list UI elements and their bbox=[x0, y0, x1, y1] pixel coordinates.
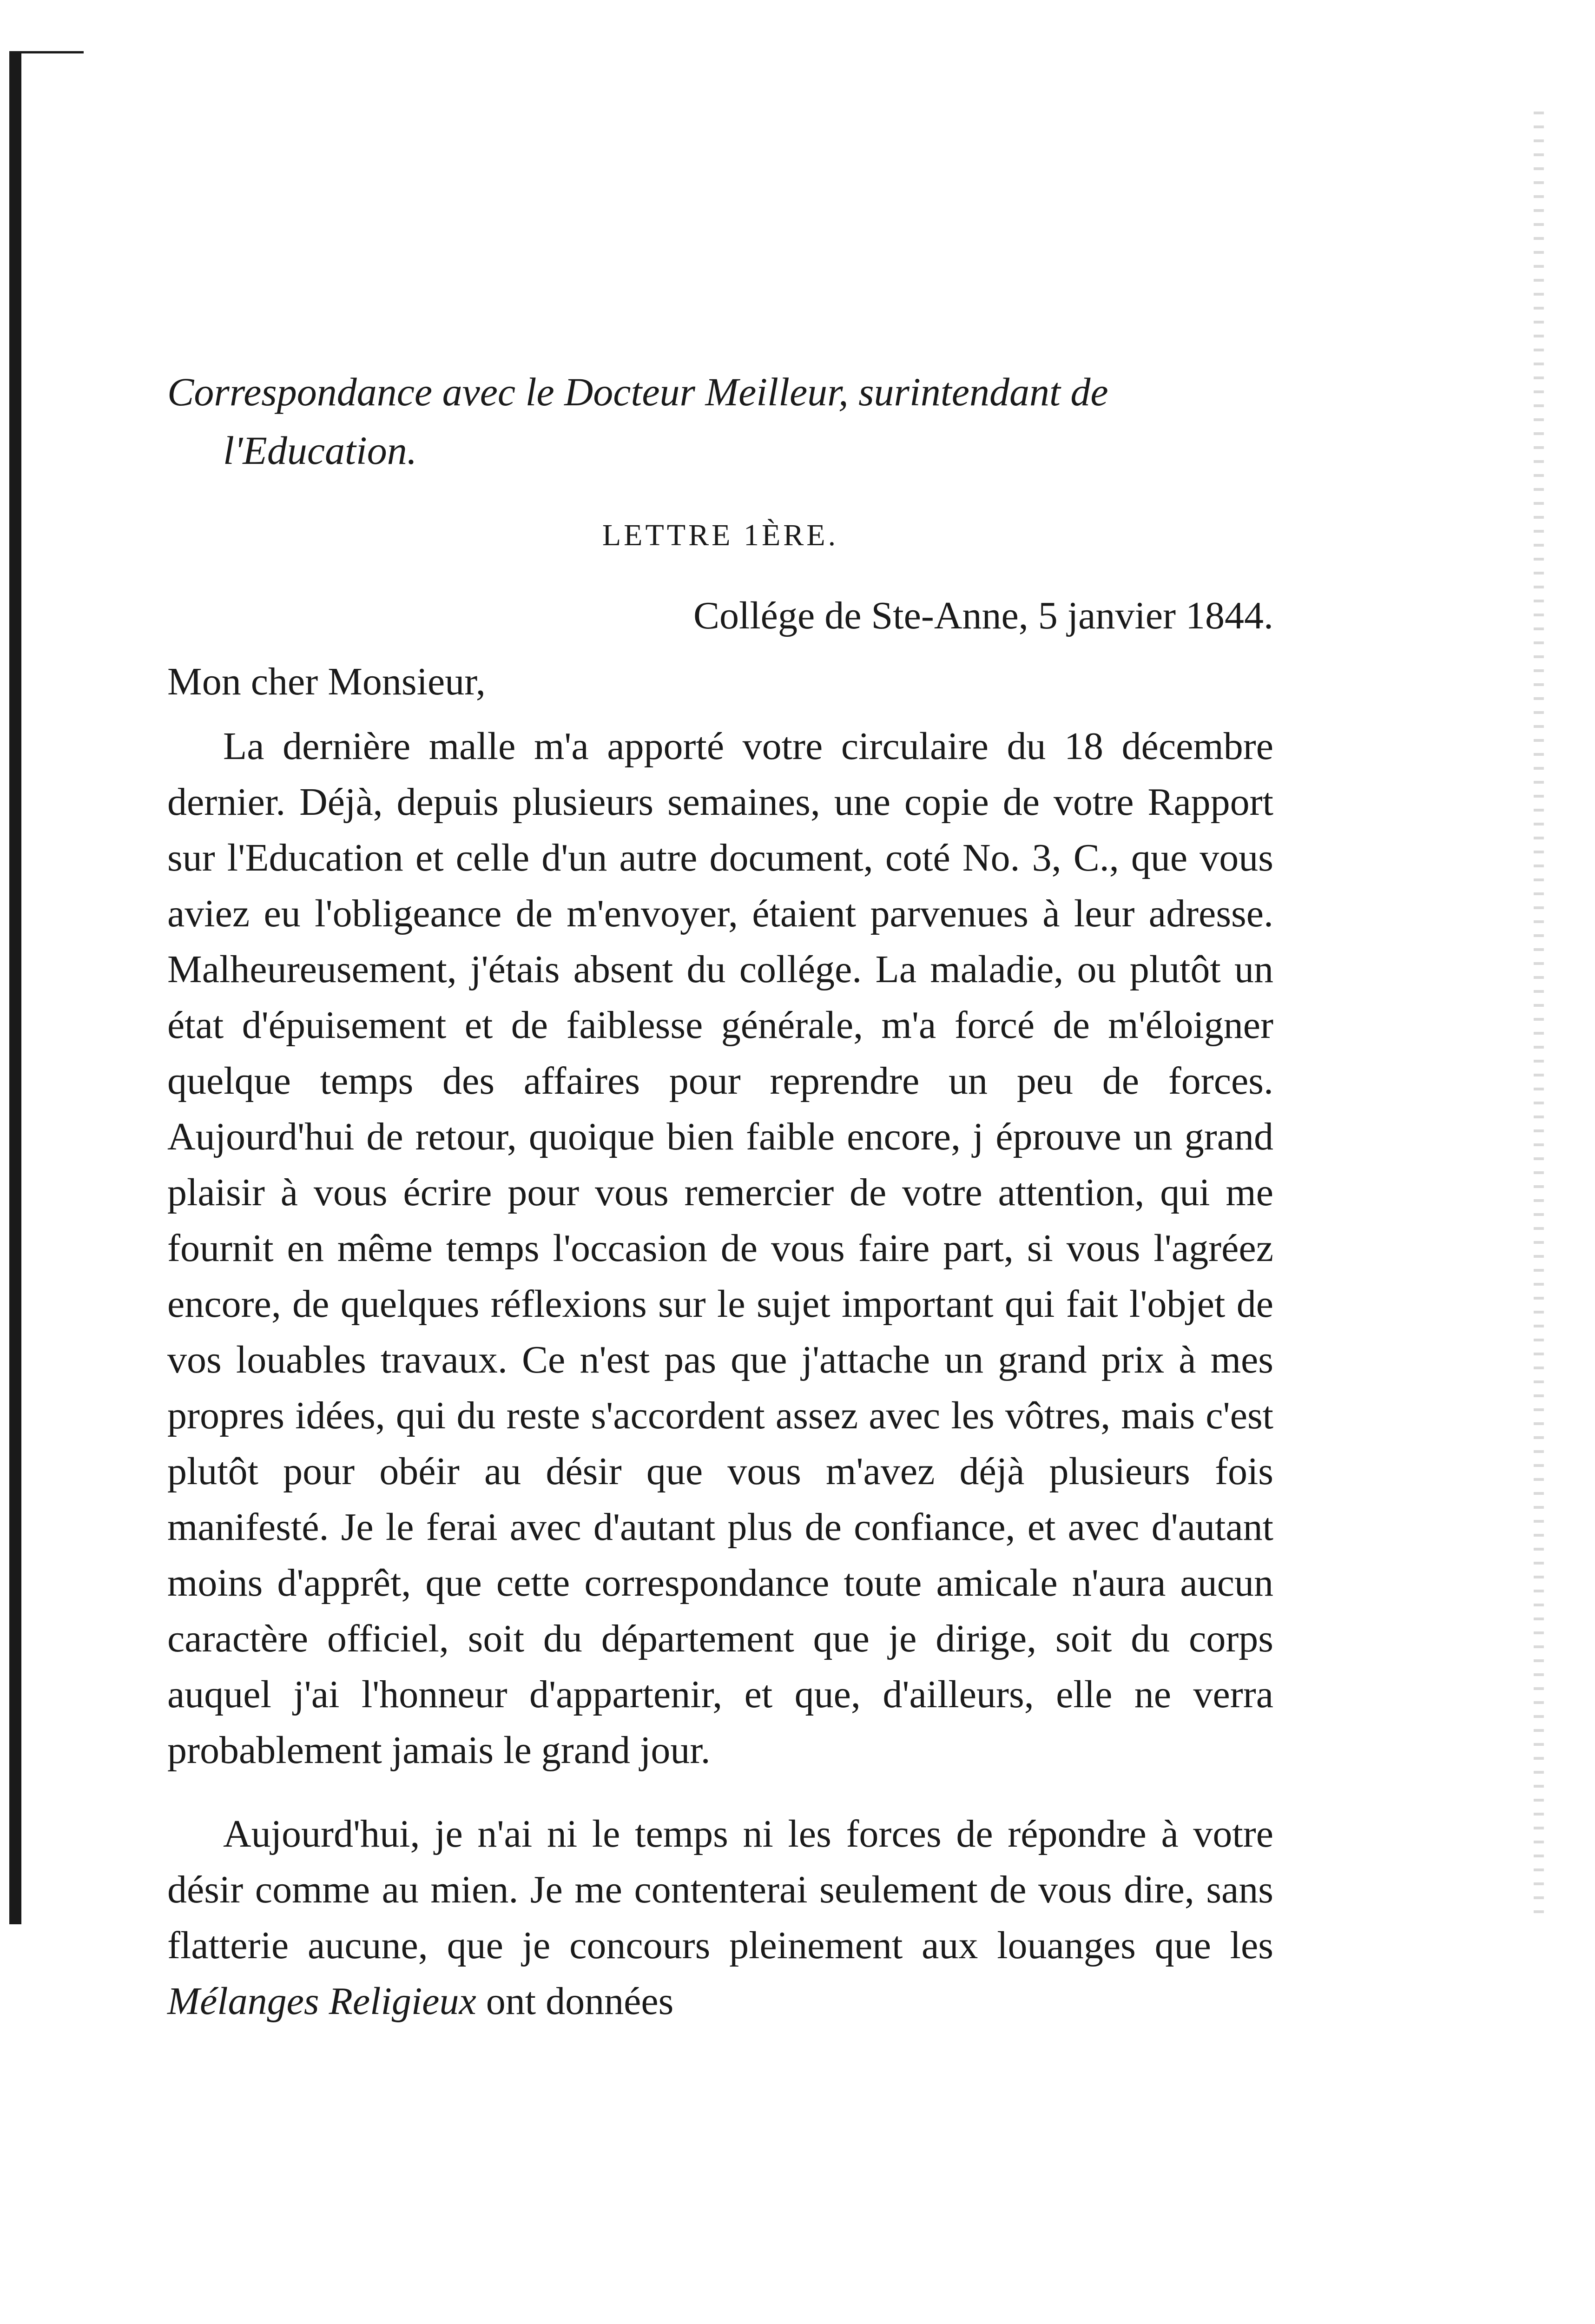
paragraph-2-text: Aujourd'hui, je n'ai ni le temps ni les forces de répondre à votre désir comme au mien. Je me contenterai seulement de vous dire, sans flatterie aucune, que je concours pleinement aux louanges que les bbox=[167, 1812, 1273, 1967]
salutation: Mon cher Monsieur, bbox=[167, 660, 486, 703]
paragraph-2-title: Mélanges Religieux bbox=[167, 1980, 476, 2023]
heading-part4: surintendant de bbox=[858, 370, 1108, 414]
letter-number: LETTRE 1ÈRE. bbox=[602, 518, 839, 552]
scan-border-right bbox=[1534, 112, 1544, 1924]
paragraph-2 bbox=[167, 1806, 1273, 2029]
heading bbox=[167, 363, 1273, 421]
heading-part3: Docteur Meilleur, bbox=[564, 370, 849, 414]
paragraph-2-end: ont données bbox=[486, 1980, 674, 2023]
scan-border-left bbox=[9, 51, 21, 1924]
heading-line2: l'Education. bbox=[223, 428, 417, 473]
heading-part1: Correspondance bbox=[167, 370, 433, 414]
dateline: Collége de Ste-Anne, 5 janvier 1844. bbox=[693, 594, 1273, 637]
paragraph-1: La dernière malle m'a apporté votre circulaire du 18 décembre dernier. Déjà, depuis plusieurs semaines, une copie de votre Rapport sur l'Education et celle d'un autre document, coté No. 3, C., que vous aviez eu l'obligeance de m'envoyer, étaient parvenues à leur adresse. Malheureusement, j'étais absent du collége. La maladie, ou plutôt un état d'épuisement et de faiblesse générale, m'a forcé de m'éloigner quelque temps des affaires pour reprendre un peu de forces. Aujourd'hui de retour, quoique bien faible encore, j éprouve un grand plaisir à vous écrire pour vous remercier de votre attention, qui me fournit en même temps l'occasion de vous faire part, si vous l'agréez encore, de quelques réflexions sur le sujet important qui fait l'objet de vos louables travaux. Ce n'est pas que j'attache un grand prix à mes propres idées, qui du reste s'accordent assez avec les vôtres, mais c'est plutôt pour obéir au désir que vous m'avez déjà plusieurs fois manifesté. Je le ferai avec d'autant plus de confiance, et avec d'autant moins d'apprêt, que cette correspondance toute amicale n'aura aucun caractère officiel, soit du département que je dirige, soit du corps auquel j'ai l'honneur d'appartenir, et que, d'ailleurs, elle ne verra probablement jamais le grand jour. bbox=[167, 725, 1273, 1772]
heading-part2: avec le bbox=[442, 370, 554, 414]
document-page bbox=[167, 363, 1273, 2029]
